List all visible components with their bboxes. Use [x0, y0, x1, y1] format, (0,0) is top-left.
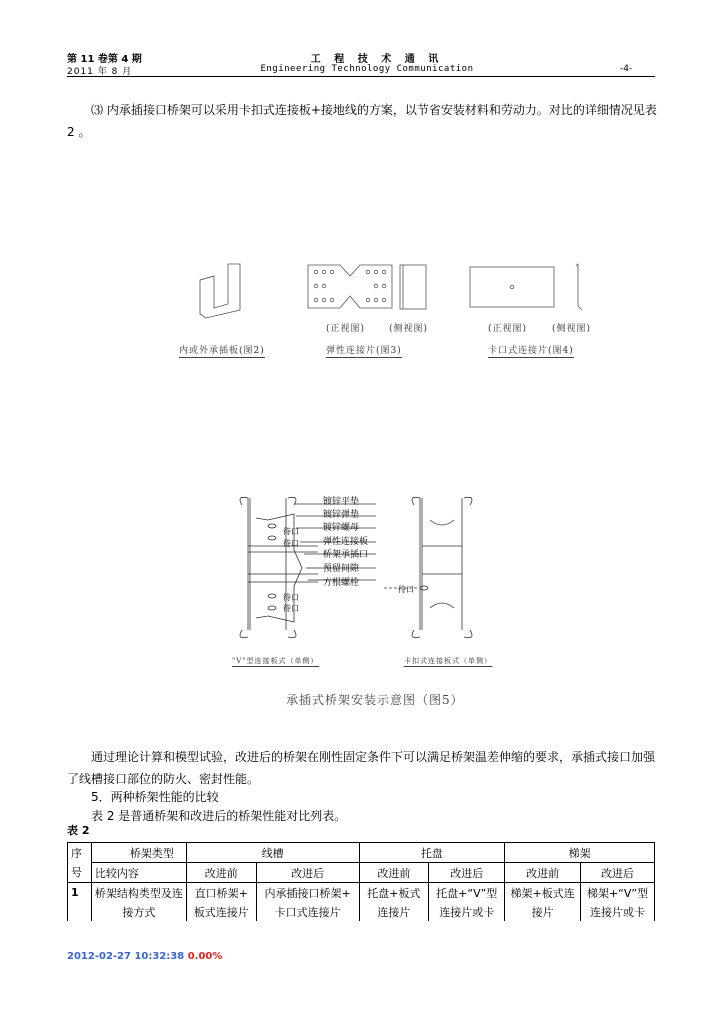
table-cell: 板式连接片 — [186, 902, 256, 921]
fig5-hole-label-1: 待口 — [283, 527, 299, 536]
fig5-label-7: 方根螺栓 — [323, 578, 360, 588]
table-cell: 接片 — [505, 902, 581, 921]
socket-plate-figure — [200, 264, 240, 318]
timestamp-stamp — [67, 951, 222, 962]
stamp-percent: 0.00% — [187, 951, 223, 962]
table-cell: 梯架+板式连 — [505, 883, 581, 903]
fig5-label-3: 镀锌螺母 — [323, 523, 360, 533]
table-cell: 1 — [68, 883, 92, 903]
table-cell: 比较内容 — [91, 863, 186, 883]
fig5-label-1: 镀锌平垫 — [323, 497, 360, 507]
side-view-label-b: (侧视图) — [552, 324, 592, 334]
connector-figures — [190, 262, 610, 324]
paragraph-3: 表 2 是普通桥架和改进后的桥架性能对比列表。 — [91, 809, 347, 823]
journal-title-en: Engineering Technology Communication — [260, 64, 474, 74]
table-cell: 改进后 — [256, 863, 359, 883]
table-cell: 改进前 — [359, 863, 429, 883]
paragraph-1: ⑶ 内承插接口桥架可以采用卡扣式连接板+接地线的方案，以节省安装材料和劳动力。对比的详细情况见表 2 。 — [67, 103, 657, 139]
table-cell: 内承插接口桥架+ — [256, 883, 359, 903]
table-cell: 改进前 — [505, 863, 581, 883]
table-cell: 卡口式连接片 — [256, 902, 359, 921]
table-cell: 线槽 — [186, 843, 359, 863]
table-cell: 连接片或卡 — [581, 902, 655, 921]
table-cell: 序 — [68, 843, 92, 863]
fig5-hole-label-2: 待口 — [283, 539, 299, 548]
elastic-connector-side — [400, 265, 426, 309]
table-cell: 连接片或卡 — [429, 902, 505, 921]
table-row — [68, 883, 655, 903]
side-view-label-a: (侧视图) — [389, 324, 429, 334]
journal-date: 2011 年 8 月 — [67, 67, 133, 77]
table-label: 表 2 — [67, 824, 90, 837]
table-cell: 桥架类型 — [91, 843, 186, 863]
table-cell: 托盘+“V”型 — [429, 883, 505, 903]
table-cell: 连接片 — [359, 902, 429, 921]
fig5-label-6: 预留间隙 — [323, 564, 360, 574]
figure-3-caption: 弹性连接片(图3) — [326, 346, 402, 356]
paragraph-2: 通过理论计算和模型试验，改进后的桥架在刚性固定条件下可以满足桥架温差伸缩的要求，承插式接口加强了线槽接口部位的防火、密封性能。 — [67, 750, 656, 786]
comparison-table — [67, 842, 655, 921]
stamp-datetime: 2012-02-27 10:32:38 — [67, 951, 185, 962]
table-cell: 桥架结构类型及连 — [91, 883, 186, 903]
table-cell — [68, 902, 92, 921]
table-cell: 托盘 — [359, 843, 505, 863]
journal-volume: 第 11 卷第 4 期 — [67, 54, 142, 65]
table-header-row-2 — [68, 863, 655, 883]
table-cell: 号 — [68, 863, 92, 883]
fig5-label-5: 桥架承插口 — [323, 550, 369, 560]
fig5-sub-left: "V"型连接板式（单侧） — [232, 657, 319, 665]
front-view-label-b: (正视图) — [488, 324, 528, 334]
figure-2-caption: 内或外承插板(图2) — [179, 346, 265, 356]
table-row — [68, 902, 655, 921]
table-header-row-1 — [68, 843, 655, 863]
fig5-right-hole-label: 待口 — [398, 585, 414, 594]
table-cell: 改进后 — [581, 863, 655, 883]
table-cell: 梯架 — [505, 843, 655, 863]
fig5-label-2: 镀锌弹垫 — [323, 510, 360, 520]
table-cell: 改进后 — [429, 863, 505, 883]
fig5-hole-label-3: 待口 — [283, 593, 299, 602]
page-number: -4- — [620, 64, 633, 74]
section-heading-5: 5．两种桥架性能的比较 — [91, 790, 219, 804]
table-cell: 梯架+“V”型 — [581, 883, 655, 903]
header-rule — [67, 76, 655, 77]
table-cell: 接方式 — [91, 902, 186, 921]
elastic-connector-front — [308, 265, 392, 308]
fig5-label-4: 弹性连接板 — [323, 537, 369, 547]
figure-4-caption: 卡口式连接片(图4) — [488, 346, 574, 356]
fig5-sub-right: 卡扣式连接板式（单侧） — [404, 657, 492, 665]
snap-connector-side — [576, 264, 582, 310]
snap-connector-front — [470, 267, 554, 307]
front-view-label-a: (正视图) — [326, 324, 366, 334]
table-cell: 直口桥架+ — [186, 883, 256, 903]
journal-title-cn: 工 程 技 术 通 讯 — [310, 54, 444, 65]
fig5-hole-label-4: 待口 — [283, 604, 299, 613]
fig5-title: 承插式桥架安装示意图（图5） — [286, 693, 464, 707]
table-cell: 托盘+板式 — [359, 883, 429, 903]
table-cell: 改进前 — [186, 863, 256, 883]
